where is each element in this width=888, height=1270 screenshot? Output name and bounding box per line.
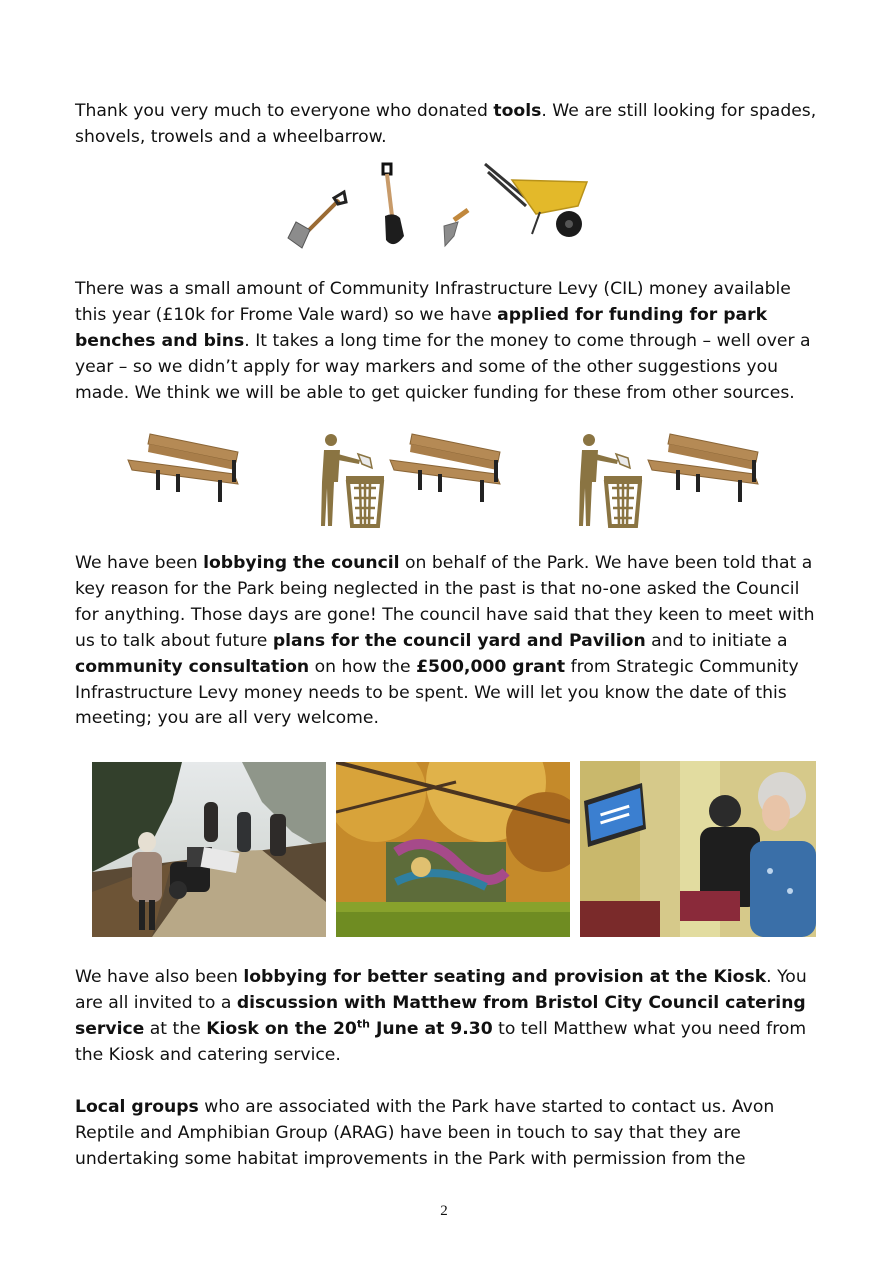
- text: . We are still looking for spades, shovels, trowels and a wheelbarrow.: [75, 101, 817, 147]
- park-walk-photo: [92, 762, 326, 937]
- text: . You are all invited to a: [75, 967, 807, 1013]
- bold-text: Kiosk on the 20: [206, 1018, 357, 1039]
- text: We have also been: [75, 967, 244, 987]
- bold-text: lobbying the council: [203, 553, 400, 573]
- text: on how the: [309, 656, 417, 677]
- text: . It takes a long time for the money to come through – well over a year – so we didn’t apply for way markers and some of the other suggestions you made. We think we will be able to get quicker funding for these from other sources.: [75, 330, 811, 403]
- text: on behalf of the Park. We have been told that a key reason for the Park being neglected in the past is that no-one asked the Council for anything. Those days are gone! The council have said that they keen to meet with us to talk about future: [75, 553, 815, 651]
- spade-icon: [288, 192, 346, 248]
- bold-text: plans for the council yard and Pavilion: [272, 630, 646, 651]
- bold-text: June at 9.30: [369, 1018, 493, 1039]
- text: who are associated with the Park have started to contact us. Avon Reptile and Amphibian Group (ARAG) have been in touch to say that they are undertaking some habitat improvements in the Park with permission from the: [75, 1097, 775, 1169]
- bin-icon: [321, 434, 384, 526]
- trowel-icon: [444, 210, 468, 246]
- wheelbarrow-icon: [485, 164, 587, 237]
- text: We have been: [75, 553, 204, 573]
- bench-icon: [648, 434, 758, 502]
- bin-icon: [579, 434, 642, 526]
- bold-text: applied for funding for park benches and bins: [75, 304, 768, 351]
- page-number: 2: [440, 1203, 448, 1219]
- bold-text: Local groups: [75, 1097, 199, 1117]
- local-groups-paragraph: [75, 1095, 823, 1173]
- bold-text: lobbying for better seating and provision at the Kiosk: [243, 967, 767, 987]
- text: and to initiate a: [645, 630, 788, 651]
- bold-text: community consultation: [75, 656, 310, 677]
- benches-bins-illustration: [118, 430, 768, 528]
- superscript-text: th: [356, 1017, 370, 1031]
- meeting-photo: [580, 761, 816, 937]
- text: to tell Matthew what you need from the Kiosk and catering service.: [75, 1018, 807, 1065]
- text: from Strategic Community Infrastructure Levy money needs to be spent. We will let you know the date of this meeting; you are all very welcome.: [75, 656, 799, 729]
- funding-paragraph: [75, 277, 823, 407]
- kiosk-paragraph: [75, 965, 823, 1069]
- bold-text: £500,000 grant: [416, 656, 566, 677]
- lobbying-council-paragraph: [75, 551, 823, 732]
- shovel-icon: [383, 164, 404, 244]
- bench-icon: [128, 434, 238, 502]
- text: Thank you very much to everyone who donated: [75, 101, 494, 121]
- autumn-mural-photo: [336, 762, 570, 937]
- text: There was a small amount of Community Infrastructure Levy (CIL) money available this year (£10k for Frome Vale ward) so we have: [75, 279, 791, 325]
- tools-illustration: [282, 158, 592, 253]
- bold-text: tools: [493, 101, 542, 121]
- tools-paragraph: [75, 99, 823, 151]
- text: at the: [144, 1018, 207, 1039]
- bench-icon: [390, 434, 500, 502]
- bold-text: discussion with Matthew from Bristol City Council catering service: [75, 992, 806, 1039]
